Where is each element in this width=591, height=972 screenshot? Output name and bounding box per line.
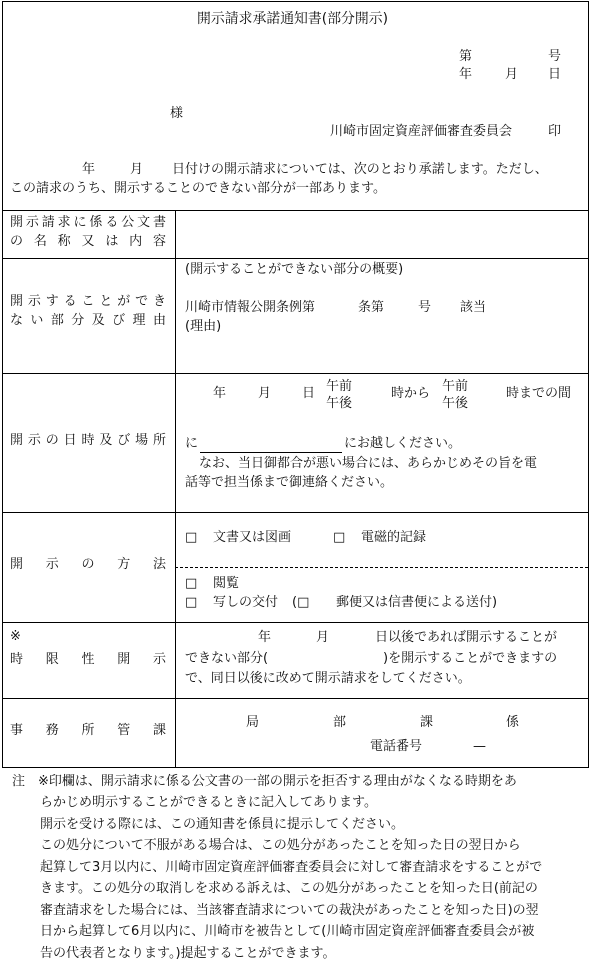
undisclosable-label-line1: 開示することができ (10, 294, 166, 309)
office-department: 部 (333, 715, 347, 730)
method-label: 開示の方法 (10, 557, 166, 572)
date-month: 月 (505, 67, 519, 82)
note-line: 注 ※印欄は、開示請求に係る公文書の一部の開示を拒否する理由がなくなる時期をあ (12, 774, 517, 789)
office-section: 係 (506, 715, 520, 730)
time-until: 時までの間 (506, 386, 572, 401)
issuer-name: 川崎市固定資産評価審査委員会 (330, 124, 513, 139)
ordinance-applicable: 該当 (460, 300, 487, 315)
undisclosable-label-line2: ない部分及び理由 (10, 313, 166, 328)
schedule-month: 月 (258, 386, 272, 401)
ordinance-reference: 川崎市情報公開条例第 (185, 300, 316, 315)
option-electronic-label: 電磁的記録 (361, 530, 427, 545)
time-limit-mark: ※ (10, 629, 21, 644)
time-limit-line3: で、同日以後に改めて開示請求をしてください。 (185, 671, 471, 686)
note-line: きます。この処分の取消しを求める訴えは、この処分があったことを知った日(前記の (40, 881, 538, 896)
number-prefix: 第 (459, 49, 473, 64)
note-line: この処分について不服がある場合は、この処分があったことを知った日の翌日から (40, 838, 521, 853)
checkbox-view[interactable]: □ (185, 576, 198, 591)
number-suffix: 号 (548, 49, 562, 64)
ordinance-item: 号 (418, 300, 432, 315)
place-visit-text: にお越しください。 (344, 436, 462, 451)
time-limit-line2-end: )を開示することができますの (383, 651, 558, 666)
time-limit-line1: 日以後であれば開示することが (375, 630, 558, 645)
start-am-label: 午前 (326, 379, 353, 394)
method-dashed-divider (175, 567, 588, 568)
office-phone-dash: — (473, 739, 486, 754)
note-line: らかじめ明示することができるときに記入してあります。 (40, 795, 377, 810)
option-copy-label: 写しの交付 (213, 595, 279, 610)
time-limit-line2-start: できない部分( (185, 651, 269, 666)
row-divider (3, 258, 588, 259)
addressee-honorific: 様 (170, 106, 184, 121)
schedule-day: 日 (302, 386, 316, 401)
note-line: 起算して3月以内に、川崎市固定資産評価審査委員会に対して審査請求をすることがで (40, 860, 543, 875)
start-pm-label: 午後 (326, 396, 353, 411)
reason-heading: (理由) (185, 319, 222, 334)
row-divider (3, 373, 588, 374)
date-day: 日 (548, 67, 562, 82)
column-divider (175, 210, 176, 768)
schedule-label: 開示の日時及び場所 (10, 433, 166, 448)
note-line: 日から起算して6月以内に、川崎市を被告として(川崎市固定資産評価審査委員会が被 (40, 924, 535, 939)
time-limit-month: 月 (316, 630, 330, 645)
checkbox-copy[interactable]: □ (185, 595, 198, 610)
office-phone-label: 電話番号 (370, 739, 423, 754)
row-divider (3, 622, 588, 623)
end-pm-label: 午後 (442, 396, 469, 411)
row-divider (3, 698, 588, 699)
schedule-notice-line2: 話等で担当係まで御連絡ください。 (185, 475, 394, 490)
start-ampm (326, 378, 352, 412)
note-line: 告の代表者となります。)提起することができます。 (40, 946, 336, 961)
intro-month: 月 (130, 162, 144, 177)
document-label-line1: 開示請求に係る公文書 (10, 215, 166, 230)
intro-text-line1: 日付けの開示請求については、次のとおり承諾します。ただし、 (172, 162, 548, 177)
date-year: 年 (459, 67, 473, 82)
end-ampm (442, 378, 468, 412)
place-prefix: に (185, 436, 199, 451)
document-label-line2: の名称又は内容 (10, 234, 166, 249)
checkbox-mail[interactable]: (□ (292, 595, 310, 610)
office-division: 課 (420, 715, 434, 730)
office-label: 事務所管課 (10, 723, 166, 738)
seal-mark: 印 (548, 124, 562, 139)
office-bureau: 局 (246, 715, 260, 730)
time-limit-label: 時限性開示 (10, 652, 166, 667)
undisclosable-summary-heading: (開示することができない部分の概要) (185, 262, 404, 277)
note-line: 審査請求をした場合には、当該審査請求についての裁決があったことを知った日)の翌 (40, 903, 539, 918)
option-document-label: 文書又は図画 (213, 530, 292, 545)
time-limit-year: 年 (258, 630, 272, 645)
schedule-year: 年 (213, 386, 227, 401)
document-title: 開示請求承諾通知書(部分開示) (197, 11, 389, 27)
option-view-label: 閲覧 (213, 576, 240, 591)
time-from: 時から (391, 386, 431, 401)
row-divider (3, 210, 588, 211)
note-line: 開示を受ける際には、この通知書を係員に提示してください。 (40, 817, 405, 832)
place-blank-line (200, 452, 342, 453)
intro-text-line2: この請求のうち、開示することのできない部分が一部あります。 (10, 181, 386, 196)
option-mail-label: 郵便又は信書便による送付) (336, 595, 498, 610)
intro-year: 年 (82, 162, 96, 177)
ordinance-article: 条第 (358, 300, 385, 315)
row-divider (3, 512, 588, 513)
checkbox-electronic[interactable]: □ (333, 530, 346, 545)
checkbox-document[interactable]: □ (185, 530, 198, 545)
schedule-notice-line1: なお、当日御都合が悪い場合には、あらかじめその旨を電 (199, 456, 538, 471)
end-am-label: 午前 (442, 379, 469, 394)
